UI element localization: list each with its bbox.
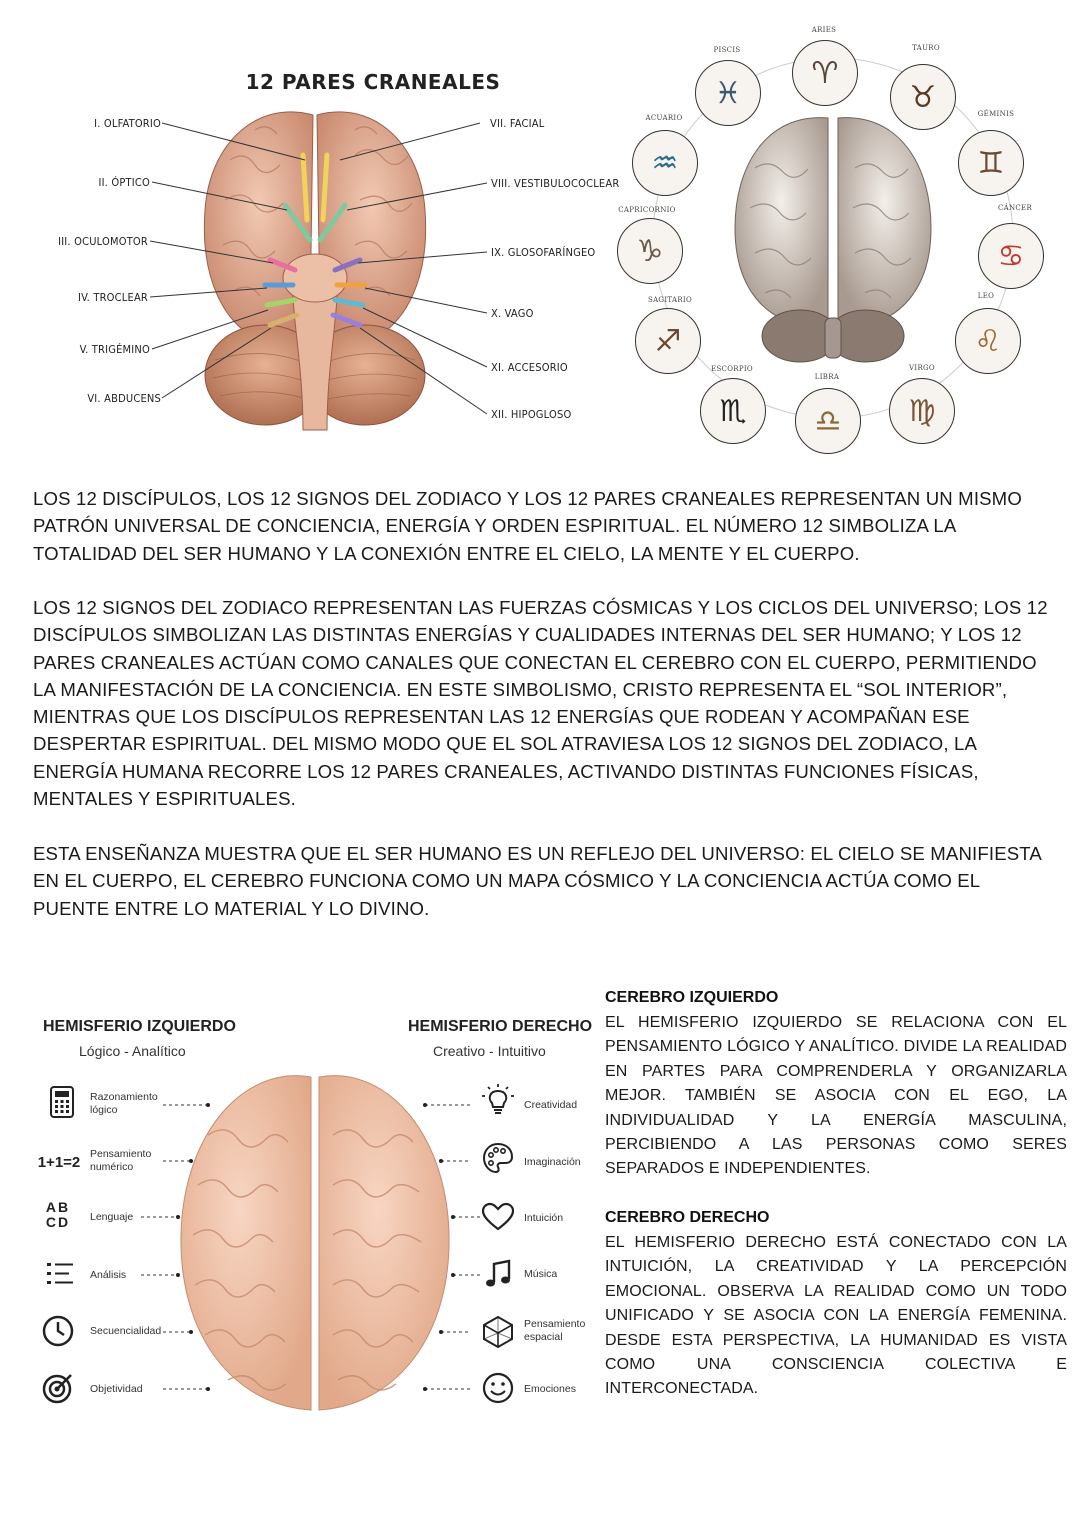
piscis-label: PISCIS	[713, 46, 741, 54]
nerve-label-12: XII. HIPOGLOSO	[491, 408, 572, 421]
left-hemisphere-subtitle: Lógico - Analítico	[79, 1043, 186, 1059]
target-icon	[41, 1371, 75, 1405]
list-icon	[43, 1257, 77, 1291]
virgo-label: VIRGO	[909, 364, 935, 372]
music-note-icon	[481, 1257, 515, 1291]
left-item-razonamiento: Razonamiento lógico	[90, 1091, 158, 1116]
right-brain-text: EL HEMISFERIO DERECHO ESTÁ CONECTADO CON LA INTUICIÓN, LA CREATIVIDAD Y LA PERCEPCIÓN EMOCIONAL. OBSERVA LA REALIDAD COMO UN TODO UNIFICADO Y SE ASOCIA CON LA ENERGÍA FEMENINA. DESDE ESTA PERSPECTIVA, LA HUMANIDAD ES VISTA COMO UNA CONSCIENCIA COLECTIVA E INTERCONECTADA.	[605, 1234, 1067, 1398]
left-item-secuencialidad: Secuencialidad	[90, 1325, 162, 1337]
leo-icon: ♌	[974, 323, 1002, 359]
geminis-label: GÉMINIS	[977, 110, 1015, 118]
acuario-medallion	[632, 130, 698, 196]
cancer-medallion	[978, 223, 1044, 289]
paragraph-3: ESTA ENSEÑANZA MUESTRA QUE EL SER HUMANO ES UN REFLEJO DEL UNIVERSO: EL CIELO SE MANIFIESTA EN EL CUERPO, EL CEREBRO FUNCIONA COMO UN MAPA CÓSMICO Y LA CONCIENCIA ACTÚA COMO EL PUENTE ENTRE LO MATERIAL Y LO DIVINO.	[33, 843, 1041, 919]
left-item-pensamiento-numerico: Pensamiento numérico	[90, 1148, 152, 1173]
capricornio-medallion	[617, 218, 683, 284]
nerve-label-8: VIII. VESTIBULOCOCLEAR	[491, 177, 620, 190]
left-brain-text: EL HEMISFERIO IZQUIERDO SE RELACIONA CON EL PENSAMIENTO LÓGICO Y ANALÍTICO. DIVIDE LA REALIDAD EN PARTES PARA COMPRENDERLA Y ORGANIZARLA MEJOR. TAMBIÉN SE ASOCIA CON EL EGO, LA INDIVIDUALIDAD Y LA ENERGÍA MASCULINA, PERCIBIENDO A LAS PERSONAS COMO SERES SEPARADOS E INDEPENDIENTES.	[605, 1014, 1067, 1178]
right-item-imaginacion: Imaginación	[524, 1156, 581, 1168]
left-item-lenguaje: Lenguaje	[90, 1211, 134, 1223]
paragraph-2: LOS 12 SIGNOS DEL ZODIACO REPRESENTAN LAS FUERZAS CÓSMICAS Y LOS CICLOS DEL UNIVERSO; LOS 12 DISCÍPULOS SIMBOLIZAN LAS DISTINTAS ENERGÍAS Y CUALIDADES INTERNAS DEL SER HUMANO; Y LOS 12 PARES CRANEALES ACTÚAN COMO CANALES QUE CONECTAN EL CEREBRO CON EL CUERPO, PERMITIENDO LA MANIFESTACIÓN DE LA CONCIENCIA. EN ESTE SIMBOLISMO, CRISTO REPRESENTA EL “SOL INTERIOR”, MIENTRAS QUE LOS DISCÍPULOS REPRESENTAN LAS 12 ENERGÍAS QUE RODEAN Y ACOMPAÑAN ESE DESPERTAR ESPIRITUAL. DEL MISMO MODO QUE EL SOL ATRAVIESA LOS 12 SIGNOS DEL ZODIACO, LA ENERGÍA HUMANA RECORRE LOS 12 PARES CRANEALES, ACTIVANDO DISTINTAS FUNCIONES FÍSICAS, MENTALES Y ESPIRITUALES.	[33, 597, 1048, 810]
cancer-label: CÁNCER	[997, 204, 1033, 212]
aries-label: ARIES	[811, 26, 837, 34]
right-item-emociones: Emociones	[524, 1383, 576, 1395]
left-item-analisis: Análisis	[90, 1269, 127, 1281]
piscis-medallion	[695, 60, 761, 126]
right-item-pensamiento-espacial: Pensamiento espacial	[524, 1318, 586, 1343]
letters-icon: AB CD	[45, 1199, 71, 1230]
sagitario-label: SAGITARIO	[647, 296, 693, 304]
nerve-label-1: I. OLFATORIO	[94, 117, 161, 130]
right-brain-heading: CEREBRO DERECHO	[605, 1209, 770, 1226]
sagitario-medallion	[635, 308, 701, 374]
taurus-icon: ♉	[909, 79, 937, 115]
heart-icon	[481, 1200, 515, 1234]
hemisphere-figure	[33, 985, 593, 1425]
clock-icon	[41, 1314, 75, 1348]
scorpio-icon: ♏	[719, 393, 747, 429]
nerve-label-9: IX. GLOSOFARÍNGEO	[491, 246, 596, 259]
cancer-icon: ♋	[997, 238, 1025, 274]
right-hemisphere-subtitle: Creativo - Intuitivo	[433, 1043, 546, 1059]
geminis-medallion	[958, 130, 1024, 196]
leo-label: LEO	[977, 292, 995, 300]
smiley-icon	[481, 1371, 515, 1405]
nerve-label-6: VI. ABDUCENS	[87, 392, 161, 405]
libra-label: LIBRA	[814, 373, 840, 381]
right-hemisphere-title: HEMISFERIO DERECHO	[408, 1018, 593, 1035]
cranial-nerves-figure	[55, 60, 620, 450]
nerve-label-2: II. ÓPTICO	[98, 176, 150, 189]
aries-medallion	[792, 40, 858, 106]
nerve-label-3: III. OCULOMOTOR	[58, 235, 148, 248]
left-item-objetividad: Objetividad	[90, 1383, 143, 1395]
nerve-label-4: IV. TROCLEAR	[78, 291, 148, 304]
calculator-icon	[45, 1085, 79, 1119]
zodiac-brain-figure	[615, 18, 1055, 458]
cube-icon	[481, 1315, 515, 1349]
nerve-label-5: V. TRIGÉMINO	[79, 343, 150, 356]
right-item-musica: Música	[524, 1268, 558, 1280]
gemini-icon: ♊	[977, 145, 1005, 181]
tauro-medallion	[890, 64, 956, 130]
aries-icon: ♈	[811, 55, 839, 91]
nerve-label-11: XI. ACCESORIO	[491, 361, 568, 374]
nerve-label-7: VII. FACIAL	[490, 117, 545, 130]
leo-medallion	[955, 308, 1021, 374]
cranial-figure-title: 12 PARES CRANEALES	[245, 70, 501, 94]
left-hemisphere-title: HEMISFERIO IZQUIERDO	[43, 1018, 236, 1035]
escorpio-medallion	[700, 378, 766, 444]
nerve-label-10: X. VAGO	[491, 307, 534, 320]
left-brain-heading: CEREBRO IZQUIERDO	[605, 989, 779, 1006]
acuario-label: ACUARIO	[645, 114, 683, 122]
capricornio-label: CAPRICORNIO	[618, 206, 676, 214]
capricorn-icon: ♑	[636, 233, 664, 269]
virgo-medallion	[889, 378, 955, 444]
sagittarius-icon: ♐	[654, 323, 682, 359]
libra-medallion	[795, 388, 861, 454]
escorpio-label: ESCORPIO	[711, 365, 753, 373]
virgo-icon: ♍	[908, 393, 936, 429]
aquarius-icon: ♒	[651, 145, 679, 181]
pisces-icon: ♓	[714, 75, 742, 111]
tauro-label: TAURO	[912, 44, 940, 52]
paragraph-1: LOS 12 DISCÍPULOS, LOS 12 SIGNOS DEL ZODIACO Y LOS 12 PARES CRANEALES REPRESENTAN UN MISMO PATRÓN UNIVERSAL DE CONCIENCIA, ENERGÍA Y ORDEN ESPIRITUAL. EL NÚMERO 12 SIMBOLIZA LA TOTALIDAD DEL SER HUMANO Y LA CONEXIÓN ENTRE EL CIELO, LA MENTE Y EL CUERPO.	[33, 488, 1022, 564]
equation-icon: 1+1=2	[37, 1153, 81, 1171]
right-item-intuicion: Intuición	[524, 1212, 564, 1224]
lightbulb-icon	[481, 1083, 515, 1117]
libra-icon: ♎	[814, 403, 842, 439]
palette-icon	[481, 1141, 515, 1175]
right-item-creatividad: Creatividad	[524, 1099, 578, 1111]
